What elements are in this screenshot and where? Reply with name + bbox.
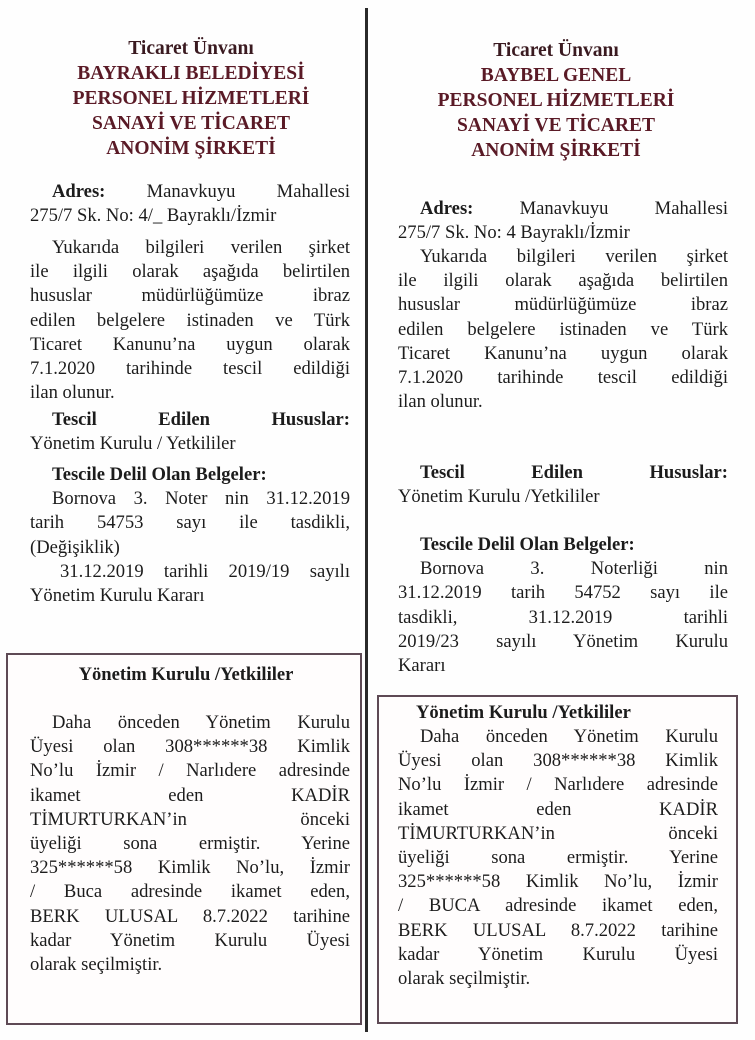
registered-value: Yönetim Kurulu /Yetkililer: [398, 486, 600, 508]
intro-line: edilen belgelere istinaden ve Türk: [398, 318, 728, 340]
right-evidence: [398, 533, 728, 678]
evidence-line: 2019/23 sayılı Yönetim Kurulu: [398, 630, 728, 652]
company-name-line: SANAYİ VE TİCARET: [92, 113, 290, 134]
address-label: Adres:: [52, 181, 106, 202]
address-line: 275/7 Sk. No: 4/_ Bayraklı/İzmir: [30, 205, 277, 227]
company-name-line: BAYRAKLI BELEDİYESİ: [77, 63, 305, 84]
address-line: Manavkuyu Mahallesi: [519, 198, 728, 219]
right-intro: [398, 245, 728, 414]
company-name-line: PERSONEL HİZMETLERİ: [72, 88, 310, 109]
left-intro: [30, 236, 350, 405]
board-box-heading: Yönetim Kurulu /Yetkililer: [416, 702, 631, 723]
intro-line: Yukarıda bilgileri verilen şirket: [52, 237, 350, 258]
right-company-title: [388, 38, 724, 163]
company-name-line: SANAYİ VE TİCARET: [457, 115, 655, 136]
evidence-line: 31.12.2019 tarihli 2019/19 sayılı: [60, 560, 350, 582]
registered-label: Tescil Edilen Hususlar:: [420, 462, 728, 483]
box-line: BERK ULUSAL 8.7.2022 tarihine: [398, 919, 718, 941]
evidence-line: Kararı: [398, 655, 446, 677]
intro-line: Ticaret Kanunu’na uygun olarak: [30, 333, 350, 355]
intro-line: Yukarıda bilgileri verilen şirket: [420, 246, 728, 267]
evidence-line: Bornova 3. Noterliği nin: [420, 558, 728, 580]
intro-line: edilen belgelere istinaden ve Türk: [30, 309, 350, 331]
intro-line: 7.1.2020 tarihinde tescil edildiği: [30, 358, 350, 380]
registered-value: Yönetim Kurulu / Yetkililer: [30, 433, 236, 455]
company-name-line: BAYBEL GENEL: [480, 65, 632, 86]
column-divider: [365, 8, 368, 1032]
left-registered: [30, 408, 350, 456]
box-line: BERK ULUSAL 8.7.2022 tarihine: [30, 905, 350, 927]
intro-line: hususlar müdürlüğümüze ibraz: [398, 294, 728, 316]
trade-name-label: Ticaret Ünvanı: [128, 38, 254, 59]
box-line: 325******58 Kimlik No’lu, İzmir: [398, 871, 718, 893]
address-line: Manavkuyu Mahallesi: [146, 181, 350, 202]
box-line: 325******58 Kimlik No’lu, İzmir: [30, 857, 350, 879]
intro-line: 7.1.2020 tarihinde tescil edildiği: [398, 367, 728, 389]
left-board-box: [6, 653, 362, 1025]
intro-line: ile ilgili olarak aşağıda belirtilen: [30, 261, 350, 283]
box-line: TİMURTURKAN’in önceki: [30, 808, 350, 830]
box-line: Üyesi olan 308******38 Kimlik: [398, 750, 718, 772]
box-line: olarak seçilmiştir.: [30, 954, 163, 976]
box-line: / BUCA adresinde ikamet eden,: [398, 895, 718, 917]
box-line: kadar Yönetim Kurulu Üyesi: [398, 943, 718, 965]
intro-line: hususlar müdürlüğümüze ibraz: [30, 285, 350, 307]
box-line: kadar Yönetim Kurulu Üyesi: [30, 929, 350, 951]
intro-line: ilan olunur.: [398, 391, 483, 413]
box-line: TİMURTURKAN’in önceki: [398, 822, 718, 844]
box-line: ikamet eden KADİR: [398, 798, 718, 820]
left-address: [30, 180, 350, 228]
box-line: / Buca adresinde ikamet eden,: [30, 881, 350, 903]
company-name-line: ANONİM ŞİRKETİ: [471, 140, 641, 161]
box-line: No’lu İzmir / Narlıdere adresinde: [398, 774, 718, 796]
evidence-line: Bornova 3. Noter nin 31.12.2019: [52, 488, 350, 510]
box-line: üyeliği sona ermiştir. Yerine: [30, 833, 350, 855]
registered-label: Tescil Edilen Hususlar:: [52, 409, 350, 430]
intro-line: ilan olunur.: [30, 382, 115, 404]
box-line: No’lu İzmir / Narlıdere adresinde: [30, 760, 350, 782]
company-name-line: PERSONEL HİZMETLERİ: [437, 90, 675, 111]
intro-line: Ticaret Kanunu’na uygun olarak: [398, 342, 728, 364]
address-line: 275/7 Sk. No: 4 Bayraklı/İzmir: [398, 222, 630, 244]
evidence-line: (Değişiklik): [30, 536, 120, 558]
intro-line: ile ilgili olarak aşağıda belirtilen: [398, 270, 728, 292]
box-line: olarak seçilmiştir.: [398, 968, 531, 990]
right-board-box: [377, 695, 738, 1024]
evidence-line: tasdikli, 31.12.2019 tarihli: [398, 606, 728, 628]
evidence-label: Tescile Delil Olan Belgeler:: [52, 464, 267, 485]
box-line: Daha önceden Yönetim Kurulu: [420, 726, 718, 747]
box-line: ikamet eden KADİR: [30, 784, 350, 806]
evidence-line: tarih 54753 sayı ile tasdikli,: [30, 512, 350, 534]
trade-name-label: Ticaret Ünvanı: [493, 40, 619, 61]
evidence-label: Tescile Delil Olan Belgeler:: [420, 534, 635, 555]
address-label: Adres:: [420, 198, 474, 219]
board-box-heading: Yönetim Kurulu /Yetkililer: [78, 664, 294, 685]
left-company-title: [26, 36, 356, 161]
evidence-line: 31.12.2019 tarih 54752 sayı ile: [398, 582, 728, 604]
right-registered: [398, 461, 728, 509]
box-line: Daha önceden Yönetim Kurulu: [52, 712, 350, 733]
left-evidence: [30, 463, 350, 608]
company-name-line: ANONİM ŞİRKETİ: [106, 138, 276, 159]
evidence-line: Yönetim Kurulu Kararı: [30, 585, 205, 607]
right-address: [398, 197, 728, 245]
box-line: Üyesi olan 308******38 Kimlik: [30, 736, 350, 758]
box-line: üyeliği sona ermiştir. Yerine: [398, 847, 718, 869]
